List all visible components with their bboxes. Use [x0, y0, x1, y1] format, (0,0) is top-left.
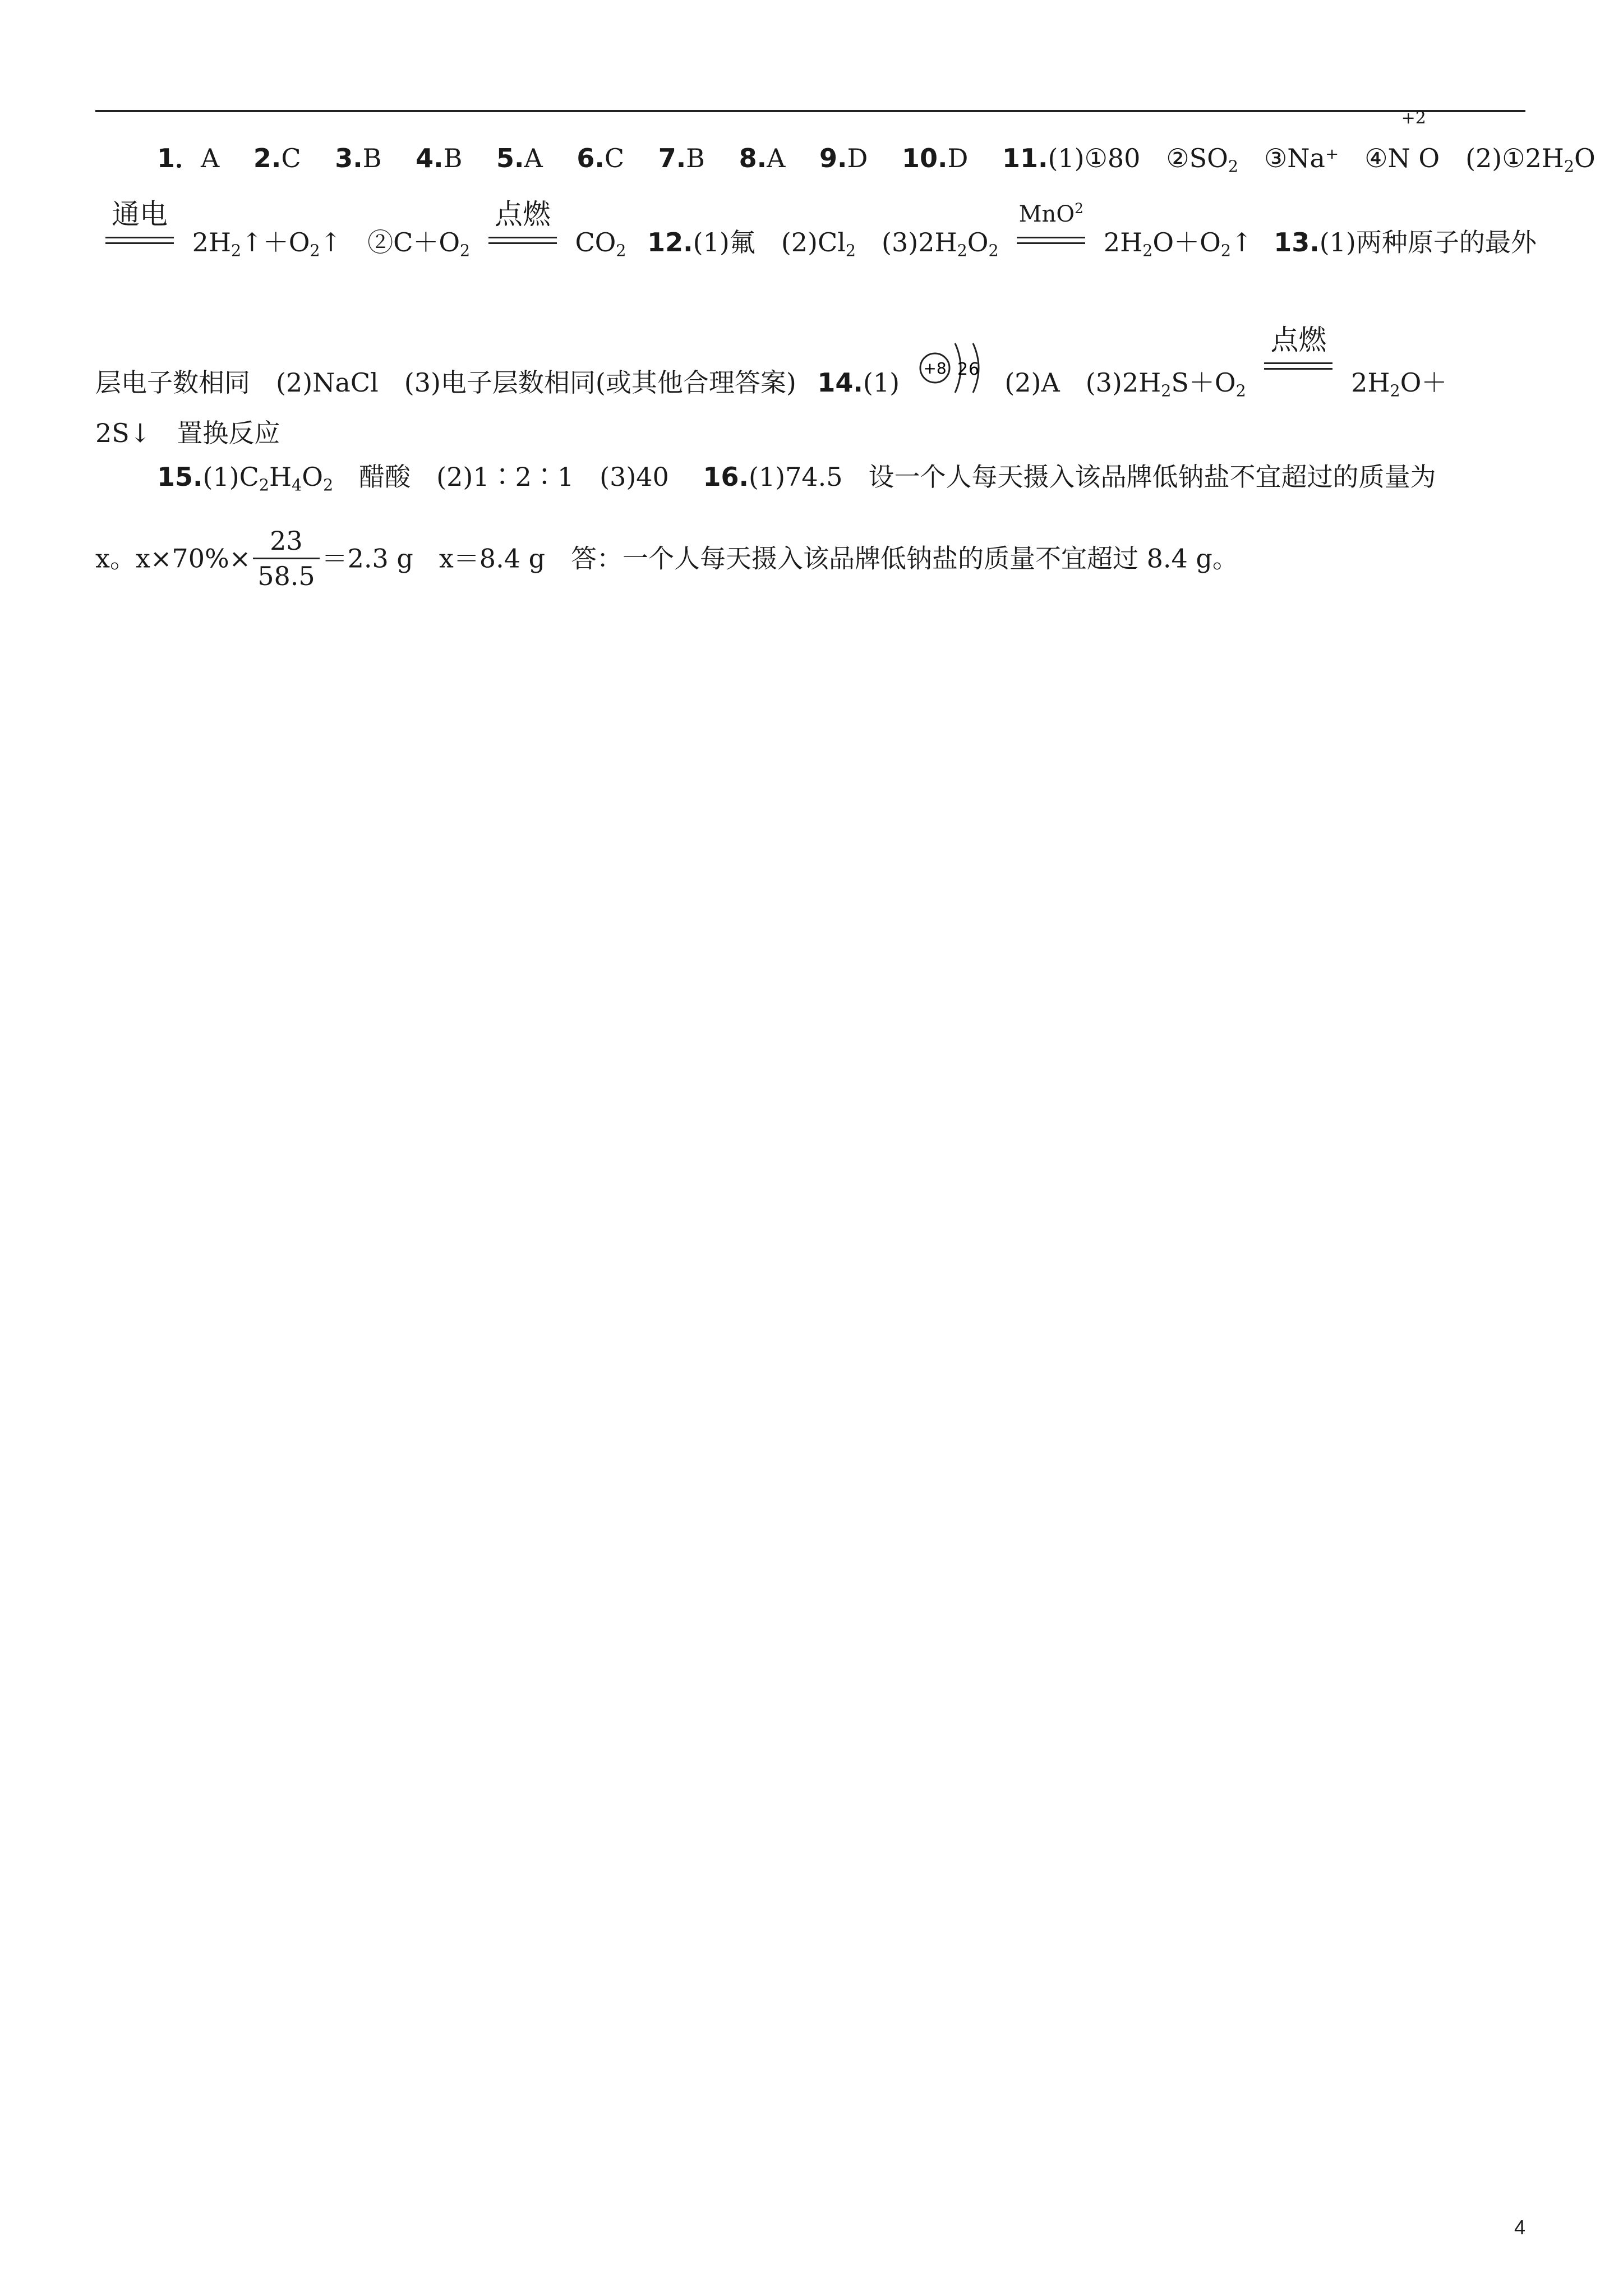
answer-line-5 — [157, 460, 1436, 494]
q15-text: O — [302, 462, 324, 492]
q11-text: ↑＋O — [241, 227, 310, 257]
subscript: 2 — [845, 241, 856, 260]
q9-answer: D — [847, 143, 868, 173]
subscript: 2 — [1235, 381, 1246, 401]
fraction-numerator: 23 — [253, 524, 319, 559]
subscript: 2 — [616, 241, 626, 260]
equals-bars — [1264, 362, 1332, 370]
q5-answer: A — [524, 143, 543, 173]
subscript: 2 — [1390, 381, 1400, 401]
subscript: 2 — [259, 476, 270, 495]
catalyst-label: MnO — [1018, 201, 1075, 227]
q5-number: 5. — [496, 143, 524, 173]
subscript: 2 — [1142, 241, 1153, 260]
q12-text: (1)氟 (2)Cl — [693, 227, 846, 257]
answer-line-3 — [95, 324, 1447, 418]
shell-electron-count: 6 — [968, 360, 979, 379]
q14-text: 2S↓ 置换反应 — [95, 418, 280, 448]
q7-answer: B — [686, 143, 705, 173]
subscript: 2 — [957, 241, 967, 260]
q16-text: (1)74.5 设一个人每天摄入该品牌低钠盐不宜超过的质量为 — [748, 462, 1436, 492]
answer-line-4 — [95, 416, 280, 450]
q10-answer: D — [947, 143, 969, 173]
q11-number: 11. — [1002, 143, 1048, 173]
q14-text: (2)A (3)2H — [1004, 367, 1161, 398]
q2-answer: C — [281, 143, 301, 173]
subscript: 2 — [1228, 157, 1239, 176]
q14-text: O＋ — [1400, 367, 1447, 398]
q11-text: (1)①80 ②SO — [1048, 143, 1228, 173]
subscript: 2 — [323, 476, 334, 495]
nucleus-charge: +8 — [923, 359, 947, 378]
subscript: 2 — [460, 241, 471, 260]
q15-text: (1)C — [202, 462, 259, 492]
answer-line-1 — [157, 108, 1596, 176]
q14-text: (1) — [863, 367, 900, 398]
nitric-oxide: N O — [1387, 143, 1440, 173]
q14-number: 14. — [817, 367, 863, 398]
subscript: 2 — [988, 241, 999, 260]
q15-text: H — [269, 462, 292, 492]
q6-number: 6. — [577, 143, 605, 173]
q1-answer: A — [201, 143, 220, 173]
valence-notation — [1387, 108, 1440, 175]
q15-number: 15. — [157, 462, 203, 492]
reaction-arrow-catalyst — [1017, 200, 1085, 259]
condition-label: 点燃 — [1270, 324, 1327, 356]
q11-text: 2H — [192, 227, 232, 257]
subscript: 2 — [1220, 241, 1232, 260]
page-number: 4 — [1514, 2216, 1526, 2239]
condition-label: 点燃 — [494, 198, 551, 231]
header-rule — [95, 110, 1525, 112]
subscript: 2 — [1564, 157, 1574, 176]
fraction — [253, 524, 319, 593]
q14-text: S＋O — [1171, 367, 1236, 398]
subscript: 4 — [292, 476, 302, 495]
q15-text: 醋酸 (2)1∶2∶1 (3)40 — [359, 462, 669, 492]
q8-answer: A — [767, 143, 786, 173]
condition-label: 通电 — [112, 198, 168, 231]
q12-text: O — [967, 227, 989, 257]
q4-answer: B — [443, 143, 463, 173]
q3-number: 3. — [335, 143, 363, 173]
q11-text: CO — [575, 227, 616, 257]
reaction-arrow-electrolysis — [105, 198, 174, 259]
answer-line-6 — [95, 526, 1238, 595]
q9-number: 9. — [819, 143, 847, 173]
q3-answer: B — [362, 143, 382, 173]
q13-number: 13. — [1274, 227, 1320, 257]
oxygen-atom-structure-diagram — [916, 340, 989, 407]
q7-number: 7. — [658, 143, 686, 173]
q6-answer: C — [604, 143, 625, 173]
q10-number: 10. — [901, 143, 948, 173]
condition-label — [1017, 200, 1085, 229]
q12-text: ↑ — [1231, 227, 1253, 257]
reaction-arrow-ignite — [488, 198, 557, 259]
q2-number: 2. — [253, 143, 282, 173]
q4-number: 4. — [416, 143, 444, 173]
equals-bars — [105, 237, 174, 244]
equals-bars — [1017, 237, 1085, 244]
q11-text: (2)①2H — [1465, 143, 1564, 173]
q12-text: (3)2H — [882, 227, 957, 257]
subscript: 2 — [1161, 381, 1172, 401]
subscript: 2 — [310, 241, 320, 260]
q12-text: 2H — [1103, 227, 1143, 257]
q11-text: ↑ ②C＋O — [320, 227, 460, 257]
q16-text: ＝2.3 g x＝8.4 g 答：一个人每天摄入该品牌低钠盐的质量不宜超过 8.4 g。 — [321, 543, 1238, 574]
reaction-arrow-ignite — [1264, 324, 1332, 385]
q11-text: O — [1574, 143, 1596, 173]
subscript: 2 — [231, 241, 242, 260]
q12-number: 12. — [647, 227, 693, 257]
fraction-denominator: 58.5 — [257, 561, 315, 591]
q1-number: 1． — [157, 143, 201, 173]
shell-electron-count: 2 — [957, 360, 968, 379]
q11-text: ③Na⁺ ④ — [1264, 143, 1388, 173]
q8-number: 8. — [739, 143, 767, 173]
q14-text: 2H — [1351, 367, 1390, 398]
q13-text: (1)两种原子的最外 — [1319, 227, 1537, 257]
q16-number: 16. — [703, 462, 749, 492]
valence-label: +2 — [1401, 108, 1426, 128]
superscript: 2 — [1075, 200, 1083, 217]
answer-line-2 — [95, 198, 1537, 260]
equals-bars — [488, 237, 557, 244]
q13-text: 层电子数相同 (2)NaCl (3)电子层数相同(或其他合理答案) — [95, 367, 796, 398]
q16-text: x。x×70%× — [95, 543, 251, 574]
q12-text: O＋O — [1152, 227, 1221, 257]
